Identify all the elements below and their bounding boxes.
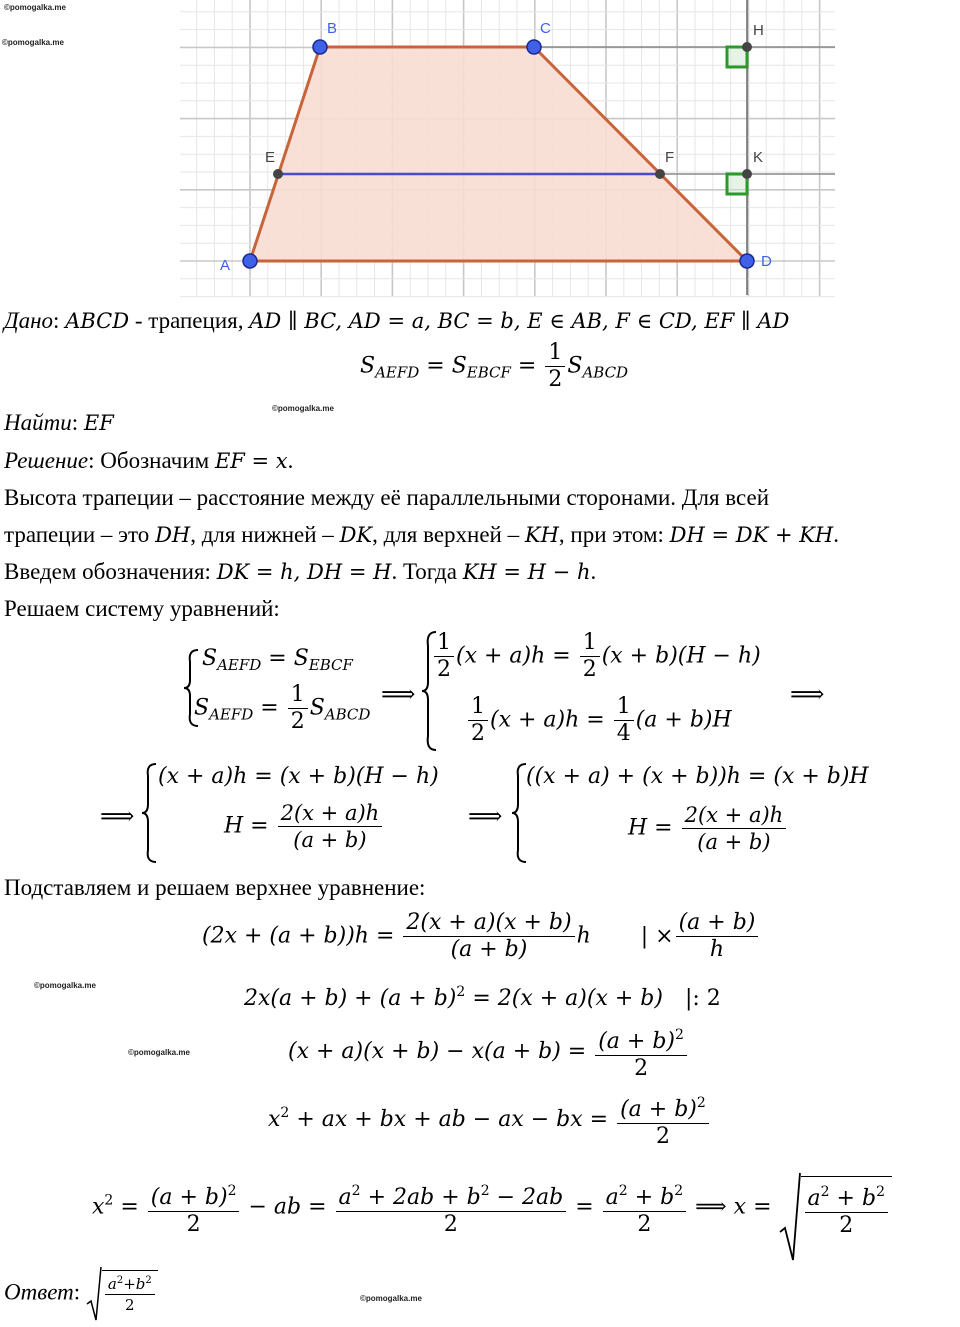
system2-row1: (x + a)h = (x + b)(H − h) [158,764,439,789]
label-f: F [665,149,675,166]
watermark: ©pomogalka.me [128,1048,190,1057]
label-k: K [753,149,764,166]
watermark: ©pomogalka.me [272,404,334,413]
answer-line: Ответ: $\frac{a^2+b^2}{2}$ [4,1270,158,1326]
label-h: H [753,22,764,39]
point-d [740,254,754,268]
point-c [527,40,541,54]
point-f [655,169,665,179]
point-h [742,42,752,52]
answer-value: $\frac{a^2+b^2}{2}$ [86,1270,158,1315]
watermark: ©pomogalka.me [360,1294,422,1303]
point-k [742,169,752,179]
point-a [243,254,257,268]
answer-label: Ответ [4,1279,74,1305]
given-label: Дано [4,308,54,333]
label-d: D [761,253,772,270]
system1-row1: $S_{AEFD} = S_{EBCF}$ [202,646,353,674]
find-value: EF [83,411,114,435]
label-c: C [540,20,551,37]
given-figure: ABCD [65,309,130,333]
system1-row2: $S_{AEFD}$ = $\frac{1}{2}$ $S_{ABCD}$ [194,682,371,734]
system2-row4: H = $\frac{2(x + a)h}{(a + b)}$ [628,802,788,855]
label-e: E [265,149,276,166]
given-colon: : [53,308,60,333]
find-line: Найти: EF [4,410,114,435]
watermark: ©pomogalka.me [4,3,66,12]
label-a: A [220,257,231,274]
point-e [273,169,283,179]
given-line [4,306,789,336]
system1-row3: $\frac{1}{2}$ (x + a)h = $\frac{1}{2}$ (x + b)(H − h) [432,630,761,683]
system1-row4: $\frac{1}{2}$ (x + a)h = $\frac{1}{4}$ (a + b)H [466,694,732,747]
system2-row2: H = $\frac{2(x + a)h}{(a + b)}$ [224,800,384,853]
para-line-1: Высота трапеции – расстояние между её параллельными сторонами. Для всей [4,485,770,510]
given-conditions: AD ∥ BC, AD = a, BC = b, E ∈ AB, F ∈ CD, EF ∥ AD [249,309,790,333]
step-1: (2x + (a + b))h = $\frac{2(x + a)(x + b)}{(a + b)}$ h | × $\frac{(a + b)}{h}$ [202,910,760,963]
solution-label: Решение [4,448,89,473]
given-area-equation: $S_{AEFD} = S_{EBCF}$ = $\frac{1}{2}$ $S_{ABCD}$ [360,340,629,392]
system1-arrow-2: ⟹ [790,680,825,708]
step-2: $2x(a + b) + (a + b)^2 = 2(x + a)(x + b)$ |: 2 [244,984,721,1011]
point-b [313,40,327,54]
system2-arrow: ⟹ [100,802,135,830]
watermark: ©pomogalka.me [2,38,64,47]
system2-row3: ((x + a) + (x + b))h = (x + b)H [526,764,869,789]
solution-line: Решение: Обозначим EF = x. [4,448,294,473]
system1-arrow: ⟹ [381,680,416,708]
sqrt-result: $\frac{a^2 + b^2}{2}$ [779,1176,892,1239]
find-label: Найти [4,410,72,435]
para-line-3: Введем обозначения: DK = h, DH = H. Тогда KH = H − h. [4,559,597,584]
system2-arrow-2: ⟹ [468,802,503,830]
brace [140,762,160,864]
watermark: ©pomogalka.me [34,981,96,990]
given-text: - трапеция, [129,308,250,333]
label-b: B [327,20,338,37]
step-3: (x + a)(x + b) − x(a + b) = $\frac{(a + b)^2}{2}$ [288,1022,689,1082]
para-line-5: Подставляем и решаем верхнее уравнение: [4,875,426,900]
para-line-2: трапеции – это DH, для нижней – DK, для верхней – KH, при этом: DH = DK + KH. [4,522,839,547]
para-line-4: Решаем систему уравнений: [4,596,280,621]
trapezoid-figure [0,0,960,300]
step-5: $x^2$ = $\frac{(a + b)^2}{2}$ − ab = $\frac{a^2 + 2ab + b^2 - 2ab}{2}$ = $\frac{a^2 + b^2}{2}$ ⟹ x = $\frac{a^2 + b^2}{2}$ [92,1176,892,1239]
step-4: $x^2$ + ax + bx + ab − ax − bx = $\frac{(a + b)^2}{2}$ [268,1090,711,1150]
